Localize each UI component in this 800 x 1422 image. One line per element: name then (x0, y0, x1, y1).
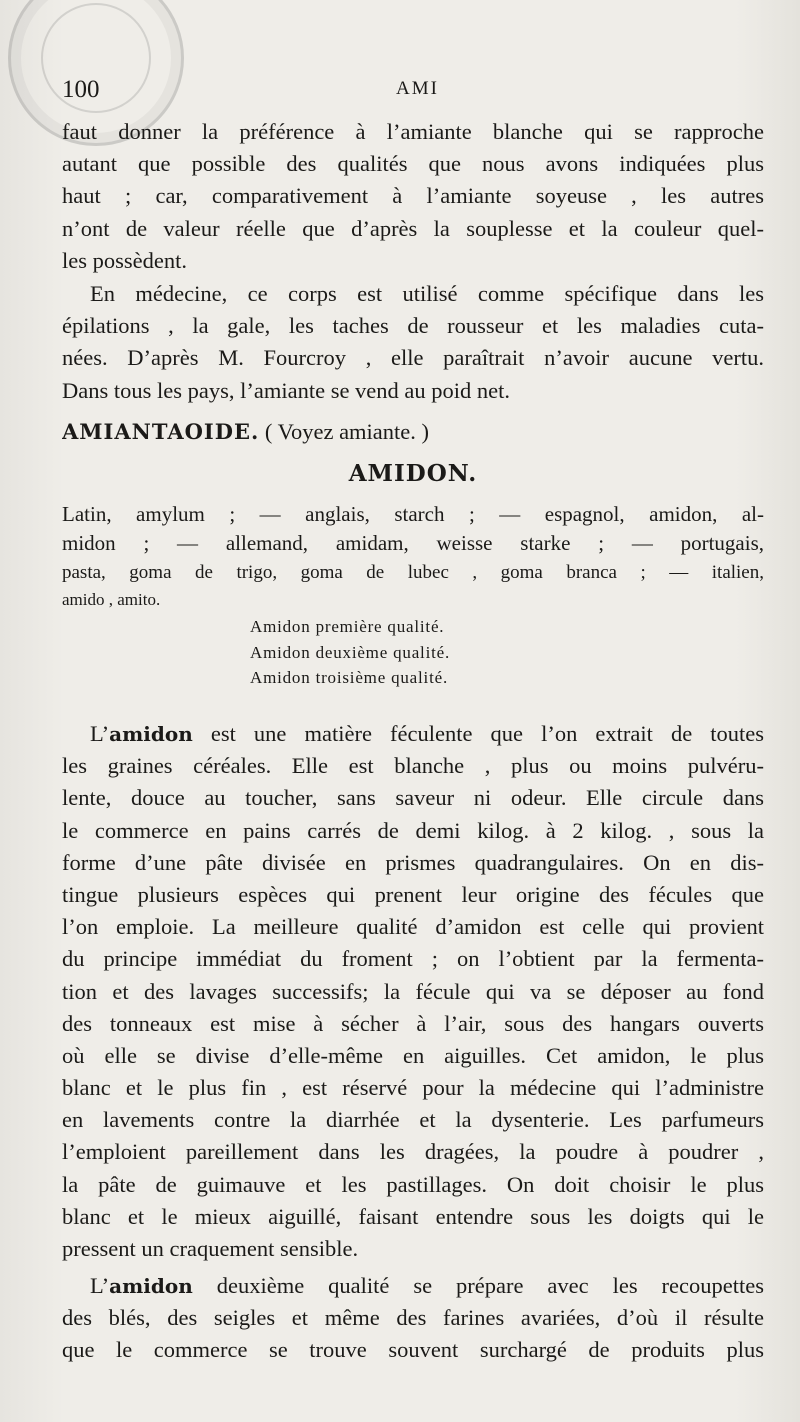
quality-item: Amidon deuxième qualité. (250, 642, 451, 662)
text-line: que le commerce se trouve souvent surchargé de produits plus (62, 1337, 764, 1363)
text-line: pressent un craquement sensible. (62, 1236, 359, 1261)
text-line: des blés, des seigles et même des farines avariées, d’où il résulte (62, 1305, 764, 1331)
translation-line: amido , amito. (62, 590, 161, 609)
page-number: 100 (62, 76, 100, 103)
text-line: Dans tous les pays, l’amiante se vend au poid net. (62, 377, 511, 403)
quality-item: Amidon troisième qualité. (250, 668, 448, 687)
text-line: faut donner la préférence à l’amiante blanche qui se rapproche (62, 119, 764, 144)
amidon-heading-block (62, 458, 764, 490)
lead-term: amidon (109, 722, 193, 746)
quality-item: Amidon première qualité. (250, 617, 445, 636)
entry-term: AMIANTAOIDE. (62, 419, 260, 444)
text-line: épilations , la gale, les taches de rousseur et les maladies cuta- (62, 313, 764, 339)
text-line: nées. D’après M. Fourcroy , elle paraîtrait n’avoir aucune vertu. (62, 345, 764, 371)
text-line: lente, douce au toucher, sans saveur ni odeur. Elle circule dans (62, 785, 764, 811)
text-line: n’ont de valeur réelle que d’après la souplesse et la couleur quel- (62, 215, 764, 241)
lead-prefix: L’ (90, 721, 110, 746)
amidon-heading-line (62, 458, 764, 490)
text-line: du principe immédiat du froment ; on l’obtient par la fermenta- (62, 946, 764, 972)
text-line: le commerce en pains carrés de demi kilog. à 2 kilog. , sous la (62, 817, 764, 843)
amiantaoide-entry (62, 416, 764, 448)
text-line (62, 718, 764, 750)
amidon-paragraph-2 (62, 1270, 764, 1367)
text-line: les possèdent. (62, 247, 187, 273)
medicine-paragraph (62, 278, 764, 407)
text-line (62, 1270, 764, 1302)
running-head: AMI (396, 78, 439, 99)
text-line: blanc et le plus fin , est réservé pour la médecine qui l’administre (62, 1075, 764, 1101)
text-line: haut ; car, comparativement à l’amiante soyeuse , les autres (62, 183, 764, 209)
translation-line: midon ; — allemand, amidam, weisse starke ; — portugais, (62, 531, 764, 555)
text-line: l’on emploie. La meilleure qualité d’amidon est celle qui provient (62, 914, 764, 940)
amiantaoide-line (62, 416, 764, 448)
quality-list (62, 614, 764, 691)
intro-paragraph (62, 116, 764, 277)
cross-reference: ( Voyez amiante. ) (264, 419, 430, 444)
text-line: où elle se divise d’elle-même en aiguilles. Cet amidon, le plus (62, 1042, 764, 1068)
translations-block (62, 500, 764, 613)
line-rest: est une matière féculente que l’on extrait de toutes (192, 721, 764, 746)
translation-line: Latin, amylum ; — anglais, starch ; — espagnol, amidon, al- (62, 502, 764, 526)
text-line: des tonneaux est mise à sécher à l’air, sous des hangars ouverts (62, 1010, 764, 1036)
text-line: la pâte de guimauve et les pastillages. On doit choisir le plus (62, 1171, 764, 1197)
translation-line: pasta, goma de trigo, goma de lubec , goma branca ; — italien, (62, 562, 764, 583)
page-header (62, 76, 762, 112)
line-rest: deuxième qualité se prépare avec les recoupettes (192, 1273, 764, 1298)
text-line: En médecine, ce corps est utilisé comme spécifique dans les (90, 281, 764, 306)
text-line: l’emploient pareillement dans les dragées, la poudre à poudrer , (62, 1139, 764, 1165)
entry-heading: AMIDON. (348, 460, 478, 487)
text-line: tingue plusieurs espèces qui prenent leur origine des fécules que (62, 881, 764, 907)
text-line: les graines céréales. Elle est blanche , plus ou moins pulvéru- (62, 753, 764, 779)
lead-prefix: L’ (90, 1273, 110, 1298)
text-line: en lavements contre la diarrhée et la dysenterie. Les parfumeurs (62, 1107, 764, 1133)
text-line: blanc et le mieux aiguillé, faisant entendre sous les doigts qui le (62, 1203, 764, 1229)
amidon-paragraph-1 (62, 718, 764, 1265)
text-line: autant que possible des qualités que nous avons indiquées plus (62, 151, 764, 177)
text-line: forme d’une pâte divisée en prismes quadrangulaires. On en dis- (62, 849, 764, 875)
lead-term: amidon (109, 1274, 193, 1298)
text-line: tion et des lavages successifs; la fécule qui va se déposer au fond (62, 978, 764, 1004)
